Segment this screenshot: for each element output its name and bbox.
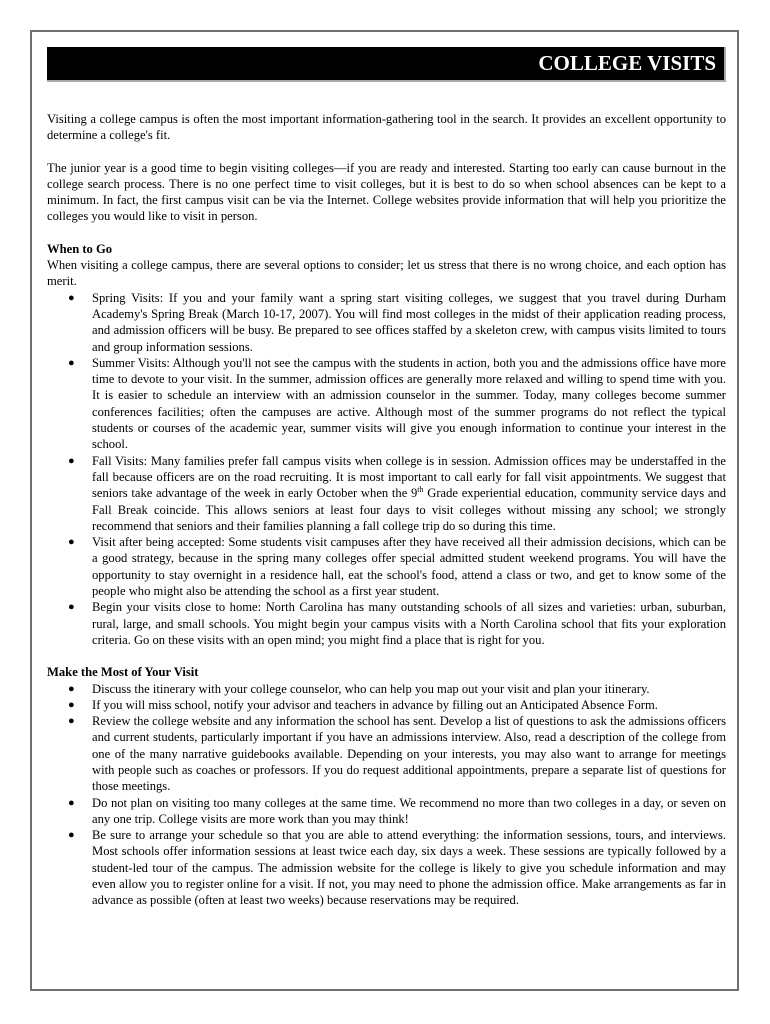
list-item: ● If you will miss school, notify your advisor and teachers in advance by filling out an Anticipated Absence Form. — [68, 697, 658, 712]
list-item: ● Spring Visits: If you and your family want a spring start visiting colleges, we suggest that you travel during Durham Academy's Spring Break (March 10-17, 2007). You will find most colleges in the midst of their application reading process, and admission officers will be busy. Be prepared to see offices staffed by a skeleton crew, with campus visits limited to tours and group information sessions. — [68, 290, 726, 354]
list-item: ● Fall Visits: Many families prefer fall campus visits when college is in session. Admission offices may be understaffed in the fall because officers are on the road recruiting. It is most important to call early for fall visit appointments. We suggest that seniors take advantage of the week in early October when the 9th Grade experiential education, community service days and Fall Break coincide. This allows seniors at least four days to visit colleges without missing any school; we strongly recommend that seniors and their families planning a fall college trip do so during this time. — [68, 453, 727, 533]
bullet-icon: ● — [68, 715, 75, 728]
bullet-icon: ● — [68, 601, 75, 614]
bullet-icon: ● — [68, 796, 75, 809]
list-item: ● Do not plan on visiting too many colleges at the same time. We recommend no more than two colleges in a day, or seven on any one trip. College visits are more work than you may think! — [68, 795, 726, 826]
page-title: COLLEGE VISITS — [538, 51, 716, 75]
when-to-go-heading: When to Go — [47, 241, 113, 256]
bullet-icon: ● — [68, 454, 75, 467]
list-item: ● Visit after being accepted: Some students visit campuses after they have received all their admission decisions, which can be a good strategy, because in the spring many colleges offer special admitted student weekend programs. You will have the opportunity to stay overnight in a residence hall, eat the school's food, attend a class or two, and get to know some of the people who might also be attending the school as a first year student. — [68, 535, 726, 599]
bullet-icon: ● — [68, 698, 75, 711]
when-to-go-lead: When visiting a college campus, there are several options to consider; let us stress that there is no wrong choice, and each option has merit. — [47, 258, 726, 289]
make-the-most-heading: Make the Most of Your Visit — [47, 665, 199, 680]
intro-paragraph-1: Visiting a college campus is often the most important information-gathering tool in the search. It provides an excellent opportunity to determine a college's fit. — [47, 112, 726, 143]
list-item: ● Discuss the itinerary with your college counselor, who can help you map out your visit and plan your itinerary. — [68, 681, 650, 696]
list-item: ● Be sure to arrange your schedule so that you are able to attend everything: the information sessions, tours, and interviews. Most schools offer information sessions at least twice each day, six days a week. These sessions are typically followed by a student-led tour of the campus. The admission website for the college is likely to give you schedule information and may even allow you to register online for a visit. If not, you may need to phone the admission office. Make arrangements as far in advance as possible (often at least two weeks) because reservations may be required. — [68, 828, 726, 908]
title-bar — [47, 47, 726, 82]
bullet-icon: ● — [68, 829, 75, 842]
list-item: ● Begin your visits close to home: North Carolina has many outstanding schools of all sizes and varieties: urban, suburban, rural, large, and small schools. You might begin your campus visits with a North Carolina school that fits your exploration criteria. Go on these visits with an open mind; you might find a place that is right for you. — [68, 600, 726, 647]
page-frame — [30, 30, 739, 991]
list-item: ● Summer Visits: Although you'll not see the campus with the students in action, both you and the admissions office have more time to devote to your visit. In the summer, admission offices are generally more relaxed and willing to spend time with you. It is easier to schedule an interview with an admission counselor in the summer. Today, many colleges become summer conferences facilities; often the campuses are active. Although most of the summer programs do not reflect the typical students or courses of the academic year, summer visits will give you enough information to continue your interest in the school. — [68, 355, 726, 452]
make-the-most-list — [47, 681, 726, 909]
document-body — [47, 111, 726, 925]
list-item: ● Review the college website and any information the school has sent. Develop a list of questions to ask the admissions officers and current students, particularly important if you have an admissions interview. Also, read a description of the college from one of the many narrative guidebooks available. Depending on your interests, you may also want to arrange for meetings with people such as coaches or professors. If you do request additional appointments, prepare a separate list of questions for those meetings. — [68, 714, 726, 794]
bullet-icon: ● — [68, 682, 75, 695]
intro-paragraph-2: The junior year is a good time to begin visiting colleges—if you are ready and interested. Starting too early can cause burnout in the college search process. There is no one perfect time to visit colleges, but it is best to do so when school absences can be kept to a minimum. In fact, the first campus visit can be via the Internet. College websites provide information that will help you prioritize the colleges you would like to visit in person. — [47, 160, 726, 224]
bullet-icon: ● — [68, 536, 75, 549]
when-to-go-list — [47, 290, 726, 649]
bullet-icon: ● — [68, 356, 75, 369]
superscript: th — [417, 485, 424, 495]
bullet-icon: ● — [68, 291, 75, 304]
